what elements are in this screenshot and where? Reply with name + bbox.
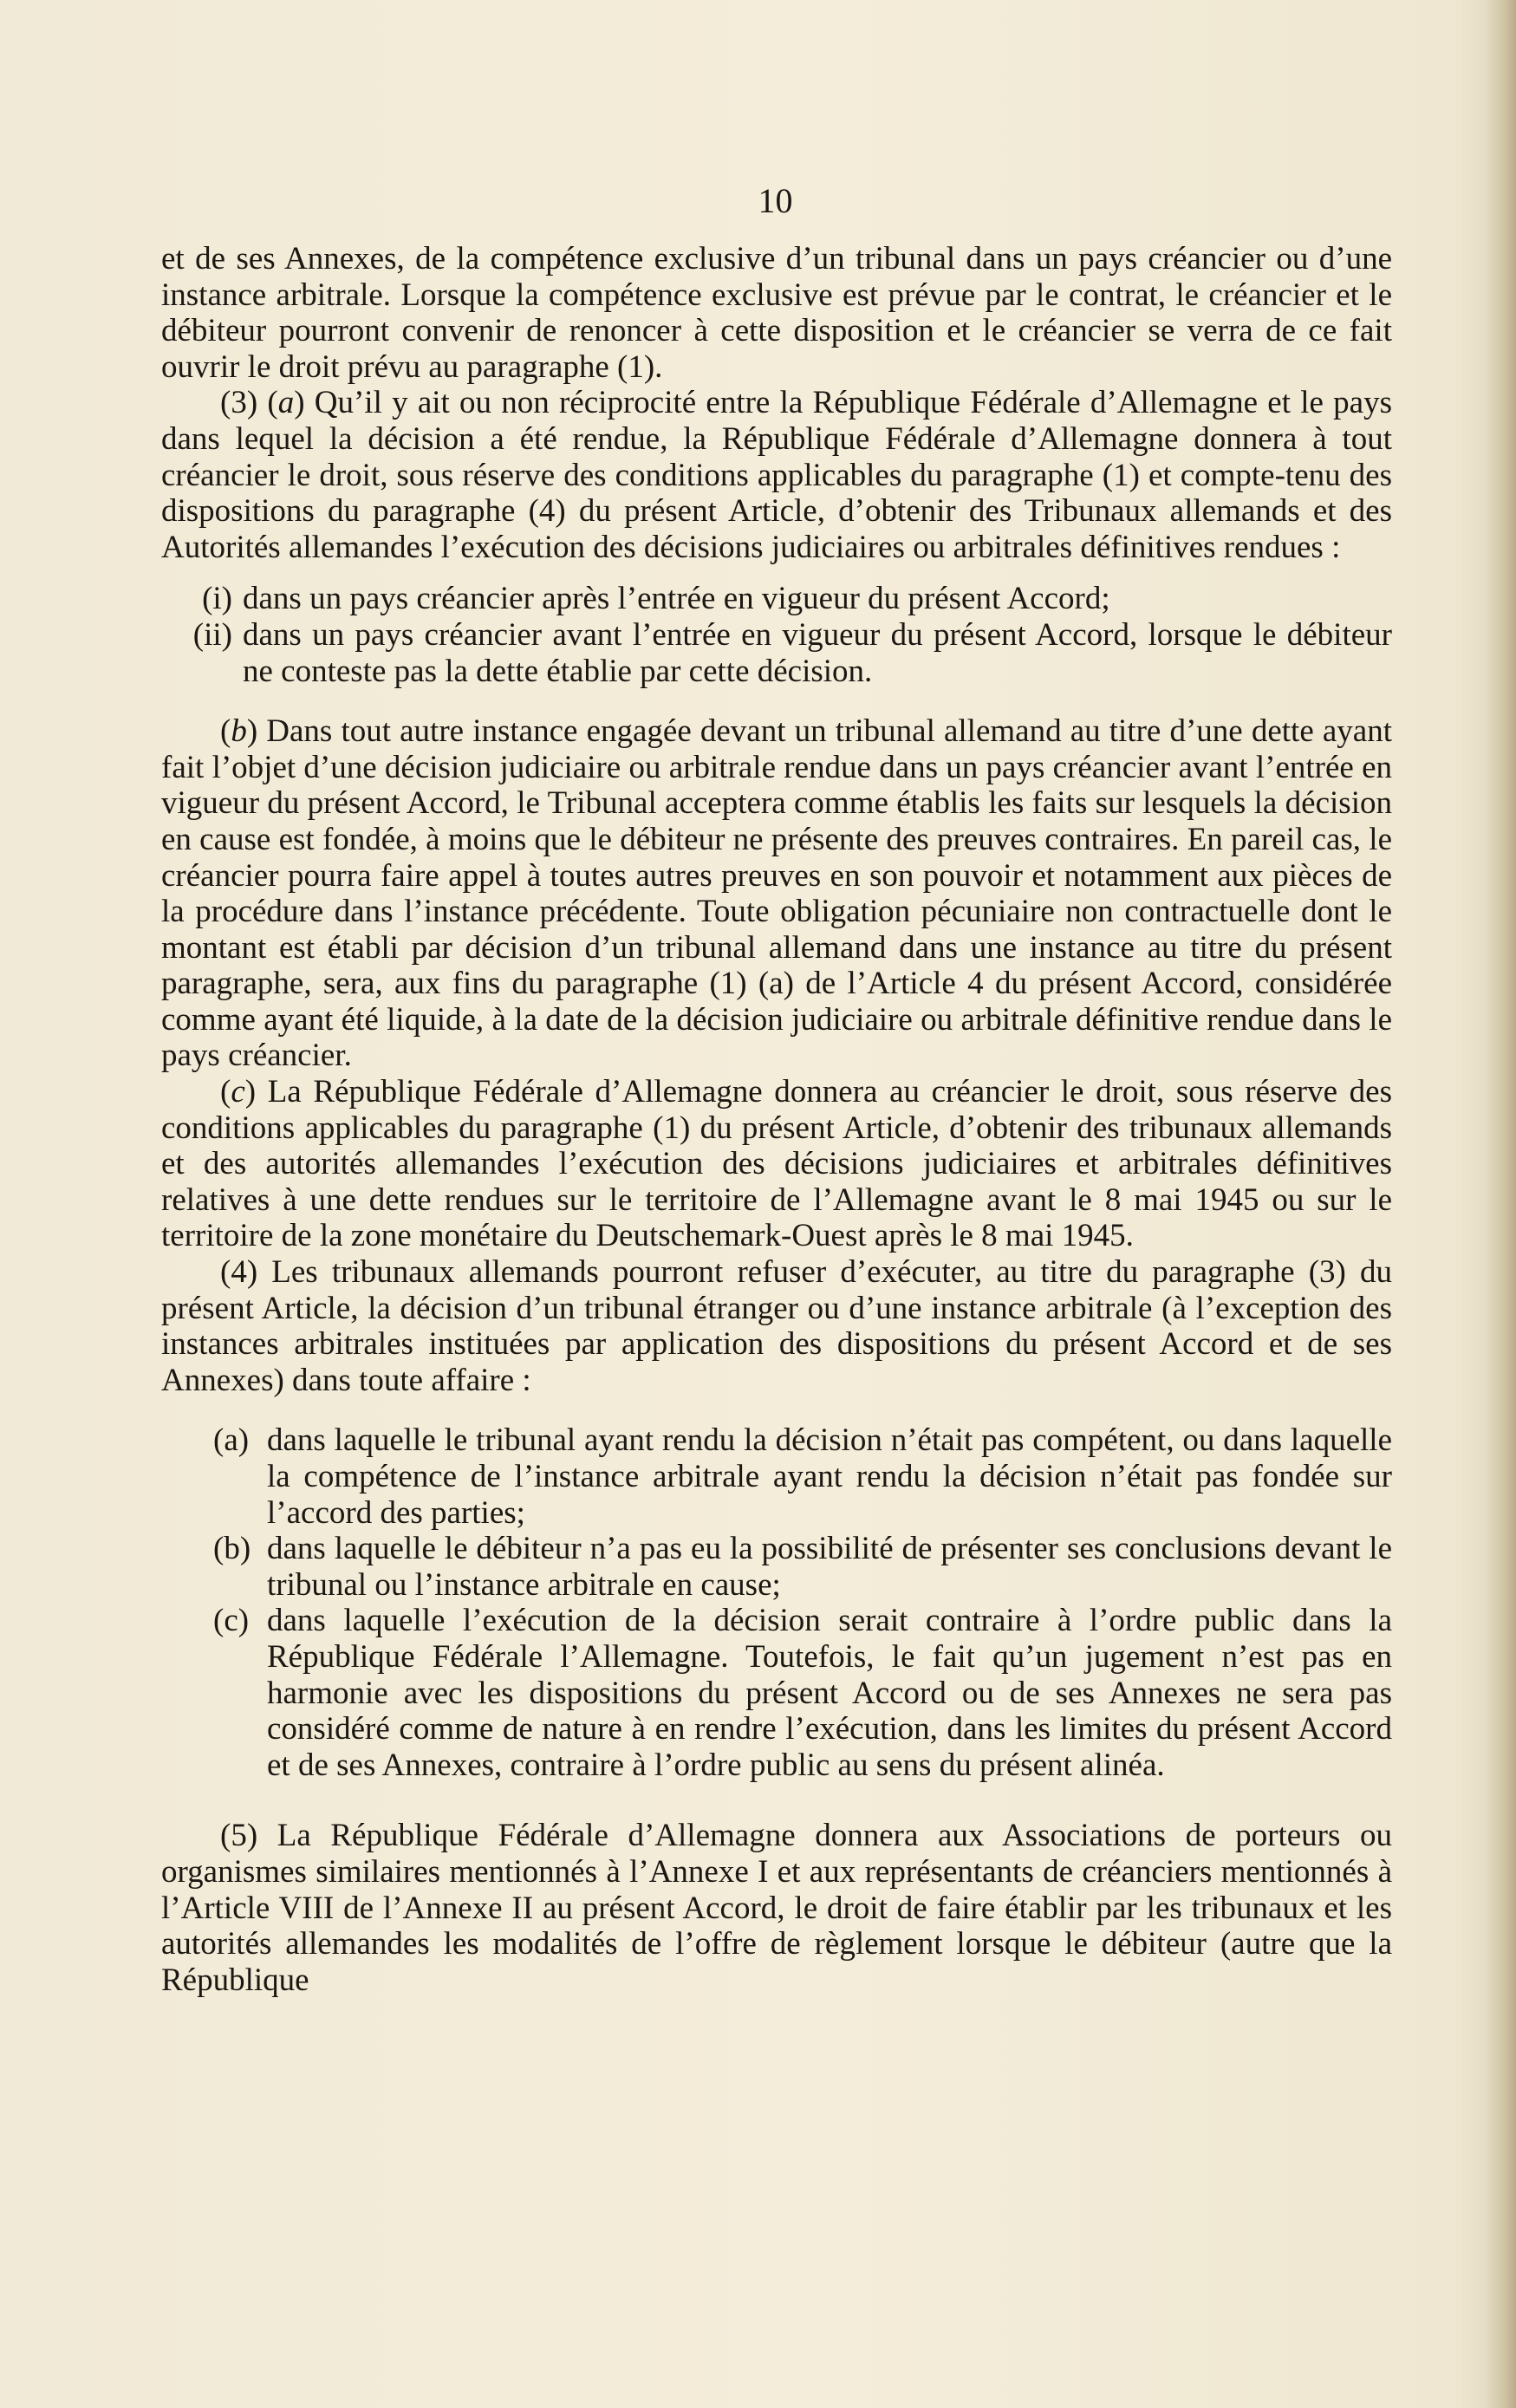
list-item-mark: (b) <box>213 1531 251 1567</box>
list-item-text: dans laquelle le tribunal ayant rendu la décision n’était pas compétent, ou dans laquelle la compétence de l’instance arbitrale ayant rendu la décision n’était pas fondée sur l’accord des parties; <box>267 1422 1392 1531</box>
paragraph-3b: (b) Dans tout autre instance engagée devant un tribunal allemand au titre d’une dette ayant fait l’objet d’une décision judiciaire ou arbitrale rendue dans un pays créancier avant l’entrée en vigueur du présent Accord, le Tribunal acceptera comme établis les faits sur lesquels la décision en cause est fondée, à moins que le débiteur ne présente des preuves contraires. En pareil cas, le créancier pourra faire appel à toutes autres preuves en son pouvoir et notamment aux pièces de la procédure dans l’instance précédente. Toute obligation pécuniaire non contractuelle dont le montant est établi par décision d’un tribunal allemand dans une instance au titre du présent paragraphe, sera, aux fins du paragraphe (1) (a) de l’Article 4 du présent Accord, considérée comme ayant été liquide, à la date de la décision judiciaire ou arbitrale définitive rendue dans le pays créancier. <box>161 713 1392 1074</box>
list-item-mark: (a) <box>213 1422 250 1459</box>
paragraph-3c-text: La République Fédérale d’Allemagne donnera au créancier le droit, sous réserve des conditions applicables du paragraphe (1) du présent Article, d’obtenir des tribunaux allemands et des autorités allemandes l’exécution des décisions judiciaires et arbitrales définitives relatives à une dette rendues sur le territoire de l’Allemagne avant le 8 mai 1945 ou sur le territoire de la zone monétaire du Deutschemark-Ouest après le 8 mai 1945. <box>161 1074 1392 1254</box>
list-item-text: dans un pays créancier avant l’entrée en vigueur du présent Accord, lorsque le débiteur ne conteste pas la dette établie par cette décision. <box>243 616 1392 689</box>
paragraph-3a-number: (3) ( <box>220 385 278 421</box>
page-number: 10 <box>758 181 793 220</box>
list-item <box>161 617 1392 689</box>
page-edge-shadow <box>1485 0 1516 2408</box>
paragraph-3c-letter: c <box>231 1074 245 1110</box>
paragraph-3a-text: Qu’il y ait ou non réciprocité entre la République Fédérale d’Allemagne et le pays dans lequel la décision a été rendue, la République Fédérale d’Allemagne donnera à tout créancier le droit, sous réserve des conditions applicables du paragraphe (1) et compte-tenu des dispositions du paragraphe (4) du présent Article, d’obtenir des Tribunaux allemands et des Autorités allemandes l’exécution des décisions judiciaires ou arbitrales définitives rendues : <box>161 385 1392 565</box>
list-item <box>161 1531 1392 1603</box>
list-item-text: dans laquelle l’exécution de la décision serait contraire à l’ordre public dans la République Fédérale l’Allemagne. Toutefois, le fait qu’un jugement n’est pas en harmonie avec les dispositions du présent Accord ou de ses Annexes ne sera pas considéré comme de nature à en rendre l’exécution, dans les limites du présent Accord et de ses Annexes, contraire à l’ordre public au sens du présent alinéa. <box>267 1603 1392 1783</box>
paragraph-5: (5) La République Fédérale d’Allemagne donnera aux Associations de porteurs ou organismes similaires mentionnés à l’Annexe I et aux représentants de créanciers mentionnés à l’Article VIII de l’Annexe II au présent Accord, le droit de faire établir par les tribunaux et les autorités allemandes les modalités de l’offre de règlement lorsque le débiteur (autre que la République <box>161 1818 1392 1998</box>
paragraph-3a-letter: a <box>277 385 295 421</box>
list-item-mark: (i) <box>202 581 232 617</box>
list-item-text: dans un pays créancier après l’entrée en vigueur du présent Accord; <box>243 581 1110 617</box>
paragraph-3a-close: ) <box>294 385 305 421</box>
paragraph-4: (4) Les tribunaux allemands pourront refuser d’exécuter, au titre du paragraphe (3) du présent Article, la décision d’un tribunal étranger ou d’une instance arbitrale (à l’exception des instances arbitrales instituées par application des dispositions du présent Accord et de ses Annexes) dans toute affaire : <box>161 1254 1392 1398</box>
list-item-text: dans laquelle le débiteur n’a pas eu la possibilité de présenter ses conclusions devant le tribunal ou l’instance arbitrale en cause; <box>267 1531 1392 1603</box>
paragraph-continuation: et de ses Annexes, de la compétence exclusive d’un tribunal dans un pays créancier ou d’une instance arbitrale. Lorsque la compétence exclusive est prévue par le contrat, le créancier et le débiteur pourront convenir de renoncer à cette disposition et le créancier se verra de ce fait ouvrir le droit prévu au paragraphe (1). <box>161 241 1392 385</box>
body-text <box>161 241 1392 1998</box>
list-item <box>161 581 1392 617</box>
list-item-mark: (c) <box>213 1603 250 1639</box>
list-item <box>161 1422 1392 1531</box>
list-item <box>161 1603 1392 1783</box>
paragraph-3b-letter: b <box>231 713 247 750</box>
paragraph-3a <box>161 385 1392 565</box>
paragraph-3b-text: Dans tout autre instance engagée devant un tribunal allemand au titre d’une dette ayant fait l’objet d’une décision judiciaire ou arbitrale rendue dans un pays créancier avant l’entrée en vigueur du présent Accord, le Tribunal acceptera comme établis les faits sur lesquels la décision en cause est fondée, à moins que le débiteur ne présente des preuves contraires. En pareil cas, le créancier pourra faire appel à toutes autres preuves en son pouvoir et notamment aux pièces de la procédure dans l’instance précédente. Toute obligation pécuniaire non contractuelle dont le montant est établi par décision d’un tribunal allemand dans une instance au titre du présent paragraphe, sera, aux fins du paragraphe (1) (a) de l’Article 4 du présent Accord, considérée comme ayant été liquide, à la date de la décision judiciaire ou arbitrale définitive rendue dans le pays créancier. <box>161 713 1392 1074</box>
list-item-mark: (ii) <box>192 616 232 653</box>
paragraph-3c: (c) La République Fédérale d’Allemagne donnera au créancier le droit, sous réserve des conditions applicables du paragraphe (1) du présent Article, d’obtenir des tribunaux allemands et des autorités allemandes l’exécution des décisions judiciaires et arbitrales définitives relatives à une dette rendues sur le territoire de l’Allemagne avant le 8 mai 1945 ou sur le territoire de la zone monétaire du Deutschemark-Ouest après le 8 mai 1945. <box>161 1074 1392 1254</box>
